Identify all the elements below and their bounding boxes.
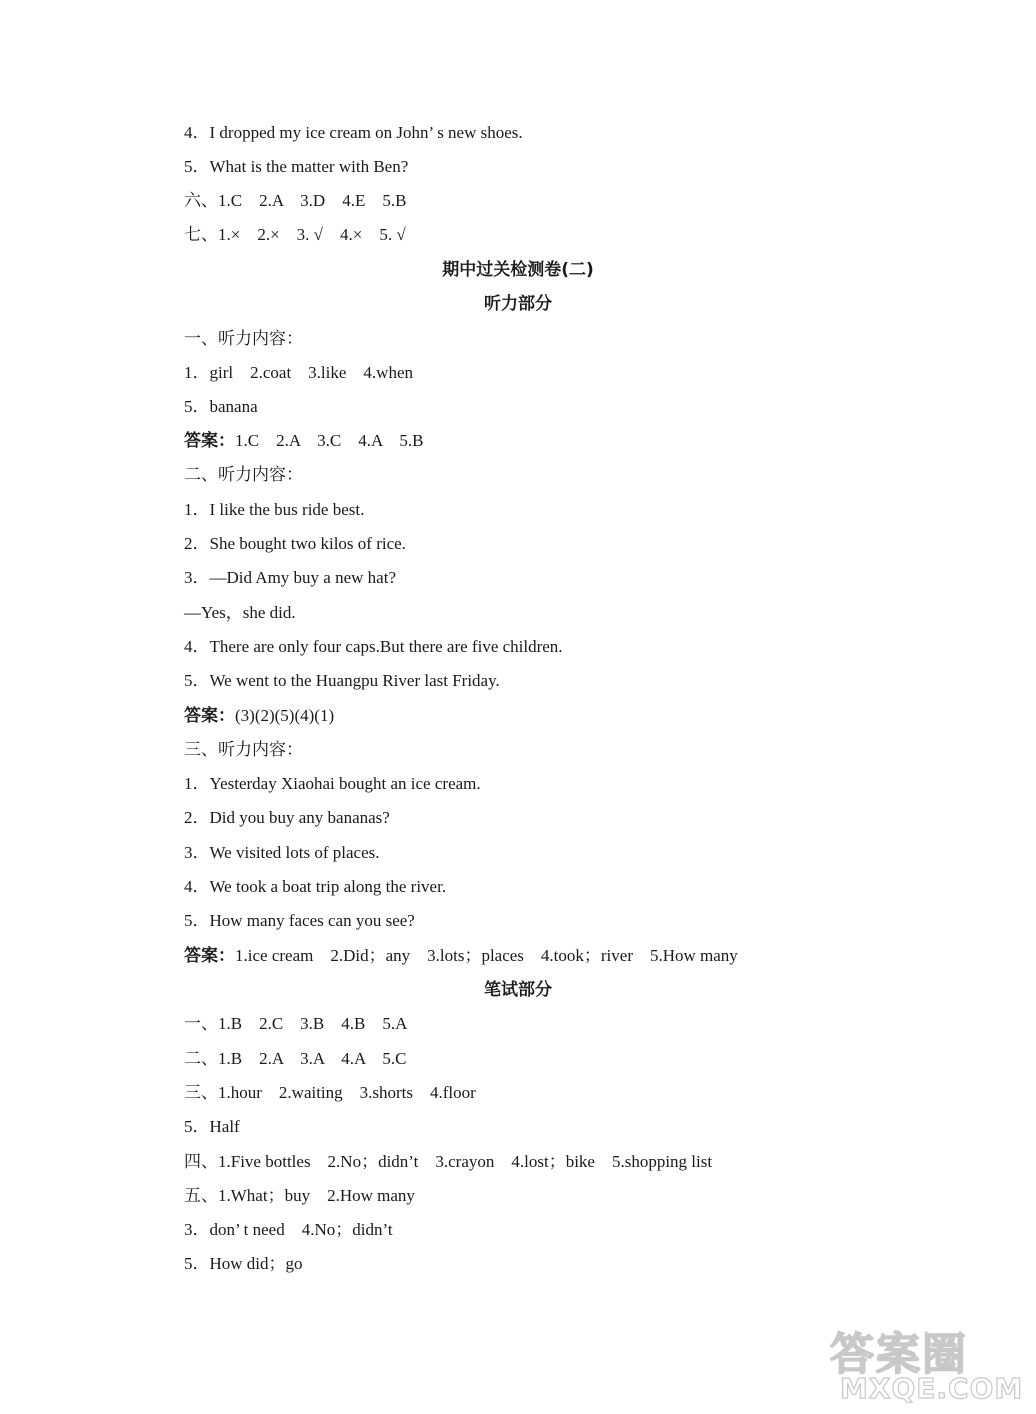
answer-line — [184, 705, 334, 727]
answer-label: 答案： — [184, 946, 235, 966]
text-line: 2．She bought two kilos of rice. — [184, 534, 406, 553]
text-line: 5．How many faces can you see? — [184, 911, 415, 930]
text-line: 三、1.hour 2.waiting 3.shorts 4.floor — [184, 1083, 476, 1102]
text-line: 四、1.Five bottles 2.No；didn’t 3.crayon 4.lost；bike 5.shopping list — [184, 1152, 713, 1171]
text-line: 5．Half — [184, 1117, 240, 1136]
text-line: 1．girl 2.coat 3.like 4.when — [184, 363, 413, 382]
part-heading: 一、听力内容： — [184, 329, 303, 348]
site-watermark — [830, 1318, 1024, 1408]
text-line: 4．There are only four caps.But there are five children. — [184, 637, 563, 656]
answer-line — [184, 945, 738, 967]
text-line: 4．I dropped my ice cream on John’ s new shoes. — [184, 123, 523, 142]
section-heading-listening: 听力部分 — [484, 294, 552, 314]
text-line: 六、1.C 2.A 3.D 4.E 5.B — [184, 191, 407, 210]
watermark-en: MXQE.COM — [840, 1372, 1024, 1405]
text-line: 5．banana — [184, 397, 258, 416]
part-heading: 三、听力内容： — [184, 740, 303, 759]
section-heading-written: 笔试部分 — [484, 980, 552, 1000]
answer-text: 1.ice cream 2.Did；any 3.lots；places 4.took；river 5.How many — [235, 946, 738, 965]
text-line: 五、1.What；buy 2.How many — [184, 1186, 415, 1205]
text-line: 5．How did；go — [184, 1254, 303, 1273]
text-line: 3．don’ t need 4.No；didn’t — [184, 1220, 393, 1239]
part-heading: 二、听力内容： — [184, 465, 303, 484]
text-line: 3．We visited lots of places. — [184, 843, 380, 862]
answer-label: 答案： — [184, 706, 235, 726]
text-line: 二、1.B 2.A 3.A 4.A 5.C — [184, 1049, 407, 1068]
text-line: 1．Yesterday Xiaohai bought an ice cream. — [184, 774, 481, 793]
watermark-cn: 答案圈 — [830, 1329, 968, 1380]
text-line: 1．I like the bus ride best. — [184, 500, 365, 519]
text-line: 5．We went to the Huangpu River last Friday. — [184, 671, 500, 690]
text-line: 5．What is the matter with Ben? — [184, 157, 409, 176]
answer-text: (3)(2)(5)(4)(1) — [235, 706, 335, 725]
text-line: 3．—Did Amy buy a new hat? — [184, 568, 396, 587]
text-line: 七、1.× 2.× 3. √ 4.× 5. √ — [184, 225, 406, 244]
exam-title: 期中过关检测卷(二) — [442, 260, 594, 280]
answer-text: 1.C 2.A 3.C 4.A 5.B — [235, 431, 424, 450]
text-line: 4．We took a boat trip along the river. — [184, 877, 447, 896]
text-line: 2．Did you buy any bananas? — [184, 808, 390, 827]
text-line: —Yes，she did. — [184, 603, 296, 622]
text-line: 一、1.B 2.C 3.B 4.B 5.A — [184, 1014, 408, 1033]
answer-label: 答案： — [184, 431, 235, 451]
answer-line — [184, 430, 423, 452]
